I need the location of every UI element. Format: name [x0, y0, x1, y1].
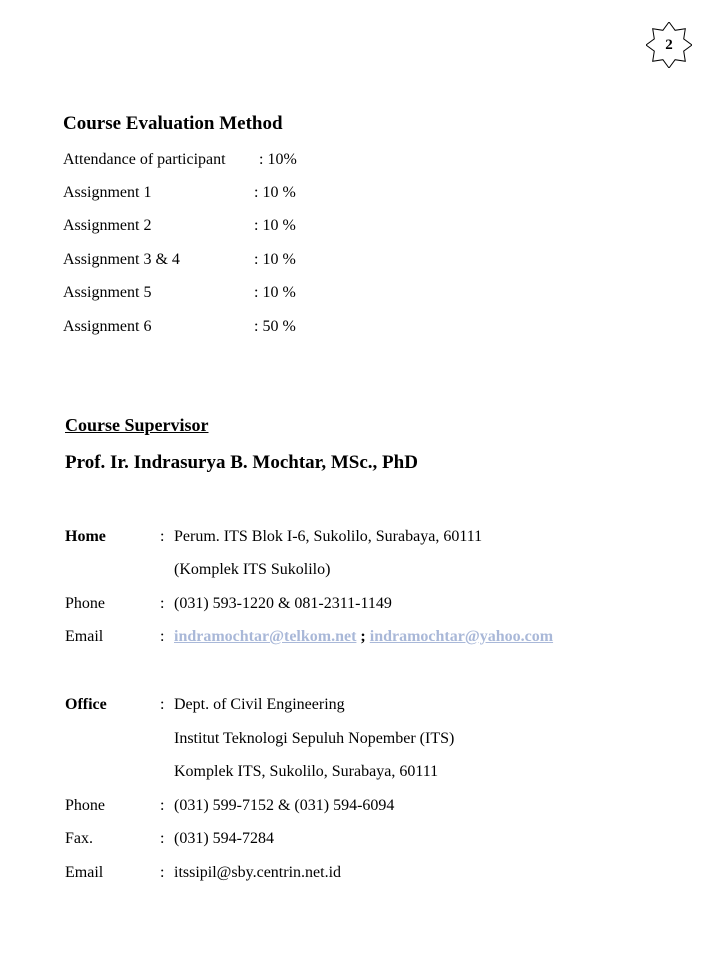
home-email-values	[174, 626, 553, 648]
office-address-line1: Dept. of Civil Engineering	[174, 696, 345, 713]
colon: :	[160, 595, 165, 612]
home-email-row	[65, 626, 685, 648]
colon: :	[160, 696, 165, 713]
email-link-telkom[interactable]: indramochtar@telkom.net	[174, 628, 357, 645]
evaluation-item-value: : 10 %	[254, 284, 296, 301]
evaluation-item-value: : 50 %	[254, 318, 296, 335]
home-email-label: Email	[65, 628, 104, 645]
office-fax-label: Fax.	[65, 830, 93, 847]
office-phone: (031) 599-7152 & (031) 594-6094	[174, 797, 395, 814]
evaluation-item-label: Assignment 2	[63, 217, 152, 234]
office-address-row	[65, 694, 685, 716]
home-label: Home	[65, 528, 106, 545]
evaluation-item-value: : 10 %	[254, 184, 296, 201]
home-address-line2: (Komplek ITS Sukolilo)	[174, 561, 331, 578]
page-number: 2	[665, 37, 673, 53]
page-number-badge	[646, 22, 692, 68]
home-address-line1: Perum. ITS Blok I-6, Sukolilo, Surabaya, 60111	[174, 528, 483, 545]
evaluation-item-value: : 10 %	[254, 217, 296, 234]
office-phone-label: Phone	[65, 797, 105, 814]
evaluation-item-label: Assignment 1	[63, 184, 152, 201]
office-email: itssipil@sby.centrin.net.id	[174, 864, 342, 881]
home-address-row	[65, 526, 685, 548]
home-phone-label: Phone	[65, 595, 105, 612]
colon: :	[160, 830, 165, 847]
office-address-row-3	[65, 761, 685, 783]
office-address-line2: Institut Teknologi Sepuluh Nopember (ITS)	[174, 730, 455, 747]
email-link-yahoo[interactable]: indramochtar@yahoo.com	[369, 628, 554, 645]
office-phone-row	[65, 795, 685, 817]
colon: :	[160, 528, 165, 545]
supervisor-heading: Course Supervisor	[65, 415, 209, 435]
evaluation-item-label: Attendance of participant	[63, 151, 226, 168]
evaluation-item-label: Assignment 6	[63, 318, 152, 335]
office-address-row-2	[65, 728, 685, 750]
colon: :	[160, 864, 165, 881]
supervisor-name: Prof. Ir. Indrasurya B. Mochtar, MSc., PhD	[65, 452, 418, 473]
office-email-label: Email	[65, 864, 104, 881]
evaluation-heading: Course Evaluation Method	[63, 113, 283, 134]
evaluation-item-label: Assignment 5	[63, 284, 152, 301]
home-address-row-2	[65, 559, 685, 581]
email-separator: ;	[360, 628, 366, 645]
colon: :	[160, 797, 165, 814]
office-fax: (031) 594-7284	[174, 830, 274, 847]
office-fax-row	[65, 828, 685, 850]
home-phone-row	[65, 593, 685, 615]
office-address-line3: Komplek ITS, Sukolilo, Surabaya, 60111	[174, 763, 439, 780]
office-label: Office	[65, 696, 107, 713]
evaluation-item-value: : 10%	[259, 151, 297, 168]
colon: :	[160, 628, 165, 645]
office-email-row	[65, 862, 685, 884]
home-phone: (031) 593-1220 & 081-2311-1149	[174, 595, 392, 612]
evaluation-item-label: Assignment 3 & 4	[63, 251, 180, 268]
evaluation-item-value: : 10 %	[254, 251, 296, 268]
